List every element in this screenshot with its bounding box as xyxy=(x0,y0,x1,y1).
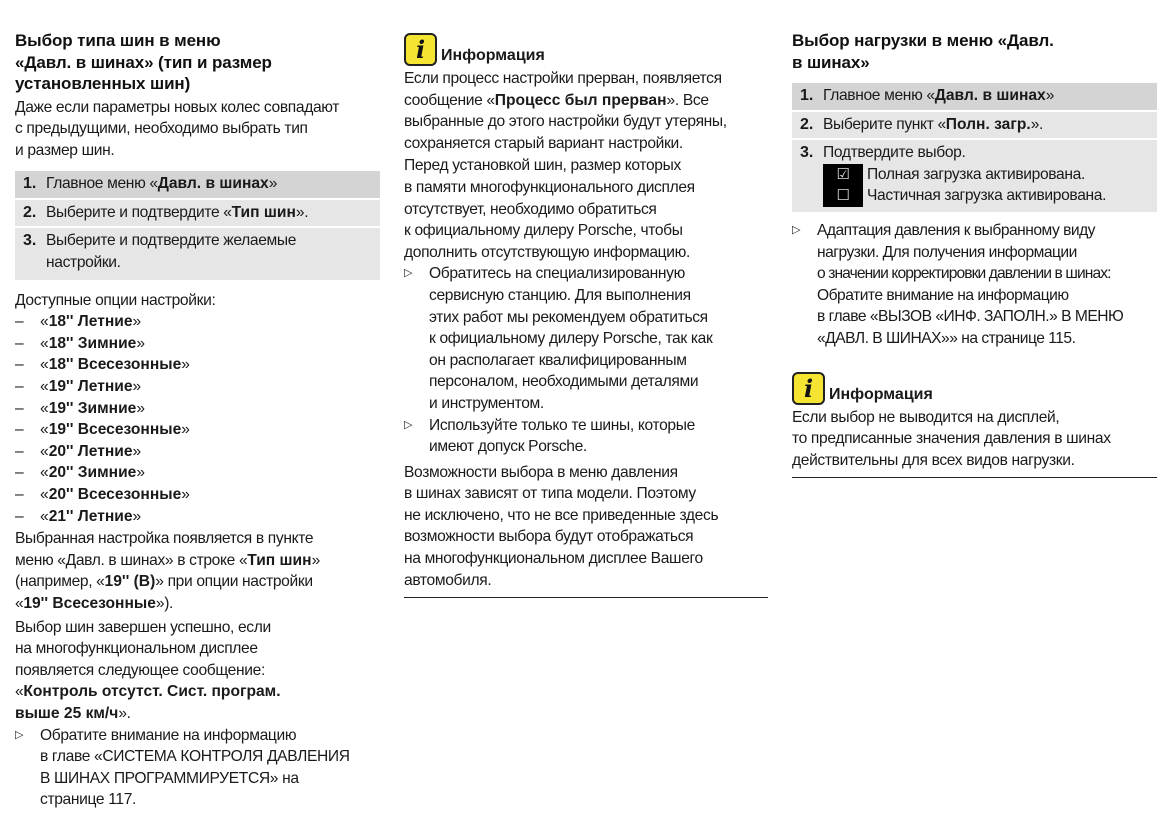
step-1: 1. Главное меню «Давл. в шинах» xyxy=(792,83,1157,112)
triangle-bullet-icon: ▷ xyxy=(404,267,413,280)
selected-setting-paragraph: Выбранная настройка появляется в пункте меню «Давл. в шинах» в строке «Тип шин» (например, «19'' (В)» при опции настройки «19'' Всесезонные»). xyxy=(15,530,320,612)
note-bullet: ▷ Обратите внимание на информацию в главе «СИСТЕМА КОНТРОЛЯ ДАВЛЕНИЯ В ШИНАХ ПРОГРАММИРУЕТСЯ» на странице 117. xyxy=(15,725,380,811)
options-label: Доступные опции настройки: xyxy=(15,291,216,309)
info-title: Информация xyxy=(829,385,933,403)
step-2: 2. Выберите и подтвердите «Тип шин». xyxy=(15,200,380,229)
option-item: – «20'' Летние» xyxy=(15,442,142,460)
intro-paragraph: Даже если параметры новых колес совпадают с предыдущими, необходимо выбрать тип и размер шин. xyxy=(15,98,340,159)
step-1: 1. Главное меню «Давл. в шинах» xyxy=(15,171,380,200)
section-divider xyxy=(792,477,1157,478)
pressure-adaptation-bullet: ▷ Адаптация давления к выбранному виду нагрузки. Для получения информации о значении корректировки давлении в шинах: Обратите внимание на информацию в главе «ВЫЗОВ «ИНФ. ЗАПОЛН.» В МЕНЮ «ДАВЛ. В ШИНАХ»» на странице 115. xyxy=(792,220,1157,350)
option-item: – «20'' Всесезонные» xyxy=(15,486,190,503)
column-load-selection xyxy=(792,30,1157,478)
info-title: Информация xyxy=(441,47,545,64)
option-item: – «19'' Всесезонные» xyxy=(15,421,190,439)
info-header xyxy=(792,372,1157,405)
step-2: 2. Выберите пункт «Полн. загр.». xyxy=(792,112,1157,141)
option-item: – «18'' Летние» xyxy=(15,313,142,331)
service-bullet: ▷ Обратитесь на специализированную сервисную станцию. Для выполнения этих работ мы рекомендуем обратиться к официальному дилеру Porsche, так как он располагает квалифицированным персоналом, необходимыми деталями и инструментом. xyxy=(404,263,768,414)
option-item: – «21'' Летние» xyxy=(15,507,142,525)
success-paragraph: Выбор шин завершен успешно, если на многофункциональном дисплее появляется следующее сообщение: «Контроль отсутст. Сист. програм. выше 25 км/ч». xyxy=(15,618,281,722)
step-list xyxy=(15,171,380,281)
triangle-bullet-icon: ▷ xyxy=(404,418,413,431)
option-item: – «20'' Зимние» xyxy=(15,464,146,482)
checkbox-checked-icon: ☑ xyxy=(823,164,863,186)
triangle-bullet-icon: ▷ xyxy=(792,223,801,236)
options-list xyxy=(15,311,380,527)
approved-tires-bullet: ▷ Используйте только те шины, которые имеют допуск Porsche. xyxy=(404,415,768,458)
partial-load-option: ☐ Частичная загрузка активирована. xyxy=(823,185,1106,207)
step-3: 3. Подтвердите выбор. ☑ Полная загрузка активирована. ☐ Частичная загрузка активирована. xyxy=(792,140,1157,214)
section-divider xyxy=(404,597,768,598)
section-heading-load: Выбор нагрузки в меню «Давл. в шинах» xyxy=(792,31,1054,72)
model-dependency-paragraph: Возможности выбора в меню давления в шинах зависят от типа модели. Поэтому не исключено, что не все приведенные здесь возможности выбора будут отображаться на многофункциональном дисплее Вашего автомобиля. xyxy=(404,463,719,589)
option-item: – «19'' Летние» xyxy=(15,378,142,396)
checkbox-empty-icon: ☐ xyxy=(823,185,863,207)
info-header xyxy=(404,33,768,66)
full-load-option: ☑ Полная загрузка активирована. xyxy=(823,164,1106,186)
info-paragraph: Если процесс настройки прерван, появляется сообщение «Процесс был прерван». Все выбранные до этого настройки будут утеряны, сохраняется старый вариант настройки. xyxy=(404,70,727,152)
option-item: – «19'' Зимние» xyxy=(15,399,146,417)
step-list xyxy=(792,83,1157,214)
option-item: – «18'' Зимние» xyxy=(15,334,146,352)
column-tire-type xyxy=(15,30,380,811)
option-item: – «18'' Всесезонные» xyxy=(15,356,190,374)
dealer-paragraph: Перед установкой шин, размер которых в памяти многофункционального дисплея отсутствует, необходимо обратиться к официальному дилеру Porsche, чтобы дополнить отсутствующую информацию. xyxy=(404,157,695,261)
info-paragraph: Если выбор не выводится на дисплей, то предписанные значения давления в шинах действительны для всех видов нагрузки. xyxy=(792,408,1111,469)
section-heading-tire-type: Выбор типа шин в меню «Давл. в шинах» (тип и размер установленных шин) xyxy=(15,31,272,93)
column-information xyxy=(404,33,768,598)
info-icon: i xyxy=(792,372,825,405)
triangle-bullet-icon: ▷ xyxy=(15,728,24,741)
info-icon: i xyxy=(404,33,437,66)
step-3: 3. Выберите и подтвердите желаемые настройки. xyxy=(15,228,380,281)
